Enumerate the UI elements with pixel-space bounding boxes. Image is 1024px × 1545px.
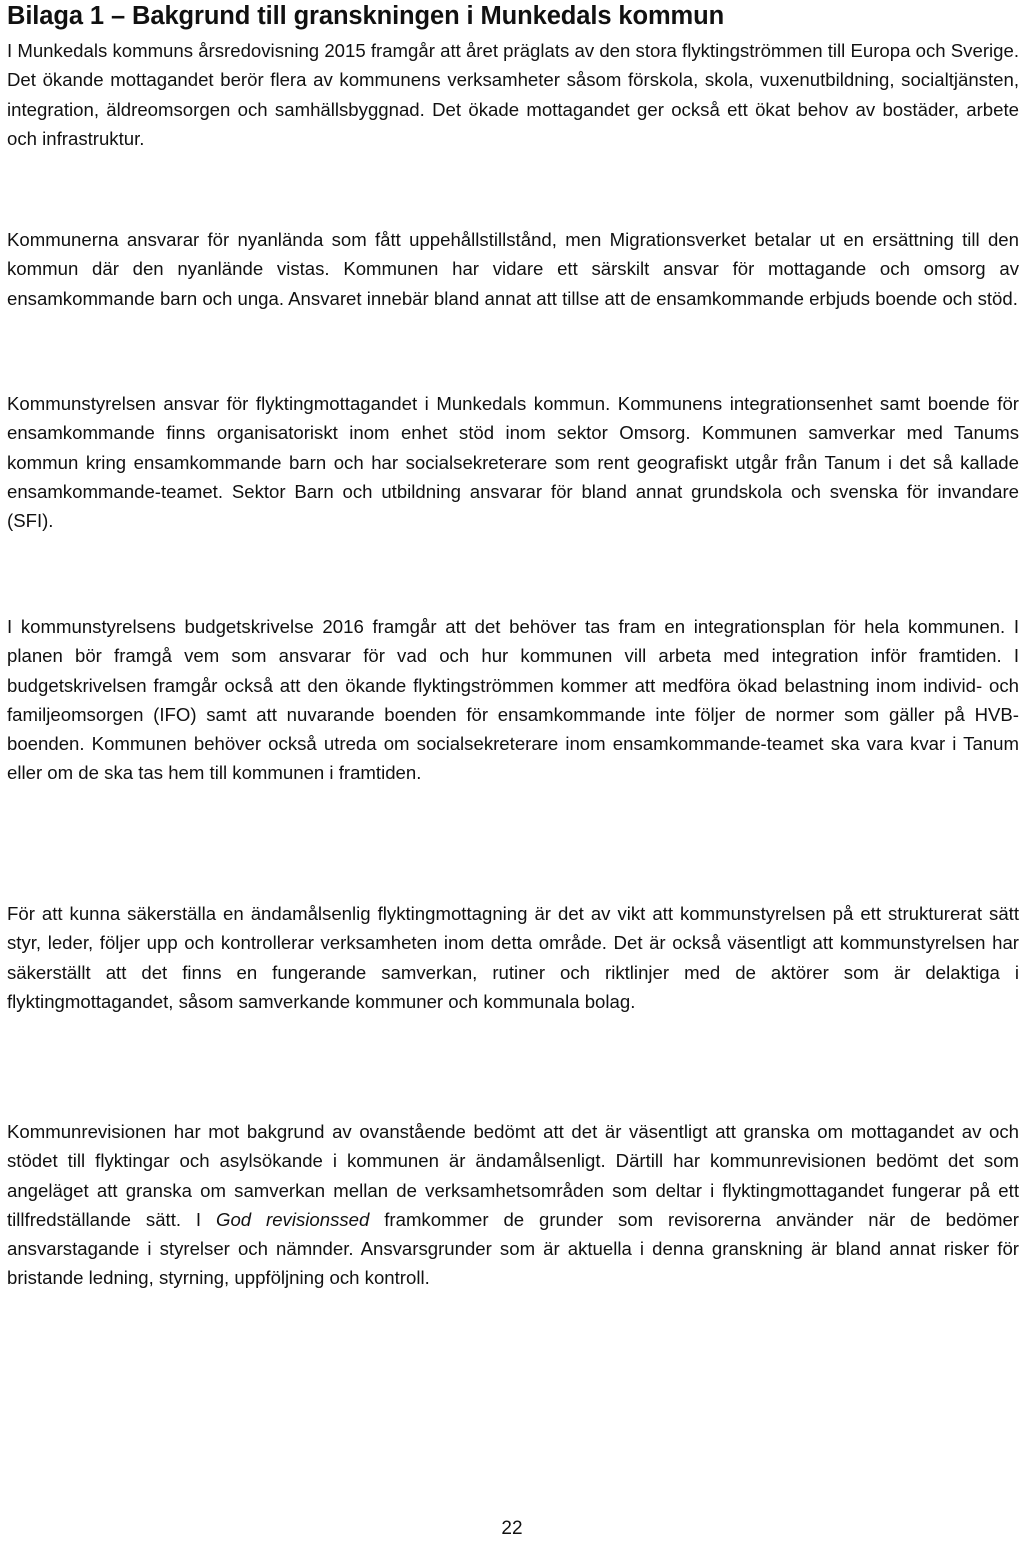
paragraph-budget-letter: I kommunstyrelsens budgetskrivelse 2016 framgår att det behöver tas fram en integrationsplan för hela kommunen. I planen bör framgå vem som ansvarar för vad och hur kommunen vill arbeta med integration inför framtiden. I budgetskrivelsen framgår också att den ökande flyktingströmmen kommer att medföra ökad belastning inom individ- och familjeomsorgen (IFO) samt att nuvarande boenden för ensamkommande inte följer de normer som gäller på HVB-boenden. Kommunen behöver också utreda om socialsekreterare inom ensamkommande-teamet ska vara kvar i Tanum eller om de ska tas hem till kommunen i framtiden.	[7, 616, 1019, 784]
audit-text-before: Kommunrevisionen har mot bakgrund av ovanstående bedömt att det är väsentligt att granska om mottagandet av och stödet till flyktingar och asylsökande i kommunen är ändamålsenligt. Därtill har kommunrevisionen bedömt det som angeläget att granska om samverkan mellan de verksamhetsområden som deltar i flyktingmottagandet fungerar på ett tillfredställande sätt. I	[7, 1121, 1019, 1230]
page-number: 22	[501, 1518, 523, 1539]
audit-text-italic: God revisionssed	[215, 1208, 370, 1230]
paragraph-organisation: Kommunstyrelsen ansvar för flyktingmottagandet i Munkedals kommun. Kommunens integrationsenhet samt boende för ensamkommande finns organisatoriskt inom enhet stöd inom sektor Omsorg. Kommunen samverkar med Tanums kommun kring ensamkommande barn och har socialsekreterare som rent geografiskt utgår från Tanum i det så kallade ensamkommande-teamet. Sektor Barn och utbildning ansvarar för bland annat grundskola och svenska för invandare (SFI).	[7, 393, 1019, 532]
paragraph-annual-report: I Munkedals kommuns årsredovisning 2015 framgår att året präglats av den stora flyktingströmmen till Europa och Sverige. Det ökande mottagandet berör flera av kommunens verksamheter såsom förskola, skola, vuxenutbildning, socialtjänsten, integration, äldreomsorgen och samhällsbyggnad. Det ökade mottagandet ger också ett ökat behov av bostäder, arbete och infrastruktur.	[7, 40, 1019, 149]
paragraph-structured-governance: För att kunna säkerställa en ändamålsenlig flyktingmottagning är det av vikt att kommunstyrelsen på ett strukturerat sätt styr, leder, följer upp och kontrollerar verksamheten inom detta område. Det är också väsentligt att kommunstyrelsen har säkerställt att det finns en fungerande samverkan, rutiner och riktlinjer med de aktörer som är delaktiga i flyktingmottagandet, såsom samverkande kommuner och kommunala bolag.	[7, 903, 1019, 1012]
paragraph-audit-assessment	[7, 1117, 1019, 1293]
paragraph-municipal-responsibility: Kommunerna ansvarar för nyanlända som fått uppehållstillstånd, men Migrationsverket betalar ut en ersättning till den kommun där den nyanlände vistas. Kommunen har vidare ett särskilt ansvar för mottagande och omsorg av ensamkommande barn och unga. Ansvaret innebär bland annat att tillse att de ensamkommande erbjuds boende och stöd.	[7, 229, 1019, 309]
audit-text-after: framkommer de grunder som revisorerna använder när de bedömer ansvarstagande i styrelser och nämnder. Ansvarsgrunder som är aktuella i denna granskning är bland annat risker för bristande ledning, styrning, uppföljning och kontroll.	[7, 1208, 1019, 1289]
page-heading: Bilaga 1 – Bakgrund till granskningen i Munkedals kommun	[7, 2, 725, 30]
